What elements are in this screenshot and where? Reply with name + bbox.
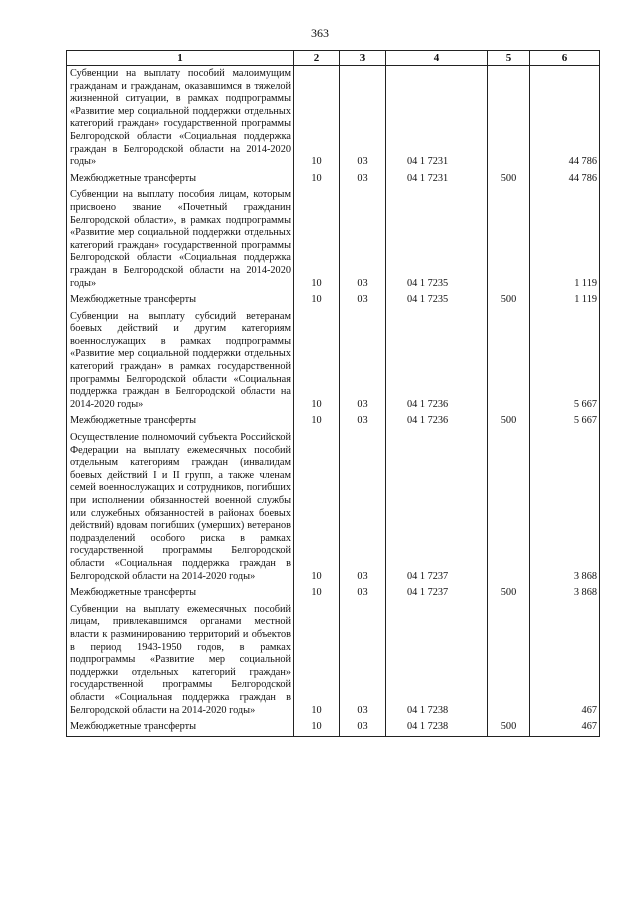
row-subsection-cell: 03 (340, 585, 386, 602)
row-target-article-cell: 04 1 7236 (386, 413, 488, 430)
row-amount-cell: 1 119 (530, 292, 600, 309)
row-section-cell: 10 (294, 430, 340, 585)
row-name-cell: Субвенции на выплату субсидий ветеранам боевых действий и другим категориям военнослужащих в рамках подпрограммы «Развитие мер социальной поддержки отдельных категорий граждан» в рамках государственной программы Белгородской области «Социальная поддержка граждан в Белгородской области на 2014-2020 годы» (67, 309, 294, 414)
row-expense-type-cell (488, 430, 530, 585)
table-row (67, 413, 600, 430)
row-name-cell: Межбюджетные трансферты (67, 292, 294, 309)
row-expense-type-cell: 500 (488, 171, 530, 188)
row-expense-type-cell (488, 602, 530, 719)
row-target-article-cell: 04 1 7235 (386, 292, 488, 309)
row-expense-type-cell: 500 (488, 292, 530, 309)
row-subsection-cell: 03 (340, 66, 386, 171)
table-row (67, 309, 600, 414)
row-target-article-cell: 04 1 7237 (386, 585, 488, 602)
row-subsection-cell: 03 (340, 719, 386, 736)
row-amount-cell: 44 786 (530, 171, 600, 188)
row-target-article-cell: 04 1 7231 (386, 171, 488, 188)
row-name-cell: Субвенции на выплату ежемесячных пособий лицам, привлекавшимся органами местной власти к разминированию территорий и объектов в период 1943-1950 годов, в рамках подпрограммы «Развитие мер социальной поддержки отдельных категорий граждан» государственной программы Белгородской области «Социальная поддержка граждан в Белгородской области на 2014-2020 годы» (67, 602, 294, 719)
table-row (67, 585, 600, 602)
row-section-cell: 10 (294, 309, 340, 414)
row-target-article-cell: 04 1 7238 (386, 602, 488, 719)
row-target-article-cell: 04 1 7235 (386, 187, 488, 292)
row-subsection-cell: 03 (340, 602, 386, 719)
row-amount-cell: 467 (530, 719, 600, 736)
row-target-article-cell: 04 1 7237 (386, 430, 488, 585)
row-name-cell: Субвенции на выплату пособий малоимущим гражданам и гражданам, оказавшимся в тяжелой жизненной ситуации, в рамках подпрограммы «Развитие мер социальной поддержки отдельных категорий граждан» государственной программы Белгородской области «Социальная поддержка граждан в Белгородской области на 2014-2020 годы» (67, 66, 294, 171)
row-section-cell: 10 (294, 187, 340, 292)
header-row (67, 51, 600, 66)
row-name-cell: Межбюджетные трансферты (67, 719, 294, 736)
row-name-cell: Межбюджетные трансферты (67, 585, 294, 602)
row-subsection-cell: 03 (340, 187, 386, 292)
row-name-cell: Межбюджетные трансферты (67, 413, 294, 430)
row-expense-type-cell (488, 309, 530, 414)
table-row (67, 187, 600, 292)
table-row (67, 602, 600, 719)
row-expense-type-cell (488, 66, 530, 171)
row-subsection-cell: 03 (340, 292, 386, 309)
row-expense-type-cell: 500 (488, 413, 530, 430)
row-subsection-cell: 03 (340, 171, 386, 188)
col-header-6: 6 (530, 51, 600, 66)
row-section-cell: 10 (294, 585, 340, 602)
row-section-cell: 10 (294, 602, 340, 719)
row-section-cell: 10 (294, 292, 340, 309)
row-amount-cell: 1 119 (530, 187, 600, 292)
row-amount-cell: 3 868 (530, 585, 600, 602)
table-row (67, 719, 600, 736)
col-header-4: 4 (386, 51, 488, 66)
row-amount-cell: 5 667 (530, 309, 600, 414)
table-row (67, 66, 600, 171)
row-target-article-cell: 04 1 7238 (386, 719, 488, 736)
row-expense-type-cell: 500 (488, 585, 530, 602)
row-target-article-cell: 04 1 7236 (386, 309, 488, 414)
row-amount-cell: 5 667 (530, 413, 600, 430)
col-header-1: 1 (67, 51, 294, 66)
row-target-article-cell: 04 1 7231 (386, 66, 488, 171)
page-number: 363 (311, 26, 329, 40)
row-subsection-cell: 03 (340, 309, 386, 414)
row-section-cell: 10 (294, 66, 340, 171)
row-name-cell: Осуществление полномочий субъекта Российской Федерации на выплату ежемесячных пособий отдельным категориям граждан (инвалидам боевых действий I и II групп, а также членам семей военнослужащих и сотрудников, погибших при исполнении обязанностей военной службы или служебных обязанностей в районах боевых действий) вдовам погибших (умерших) ветеранов подразделений особого риска в рамках государственной программы Белгородской области «Социальная поддержка граждан в Белгородской области на 2014-2020 годы» (67, 430, 294, 585)
row-expense-type-cell: 500 (488, 719, 530, 736)
budget-table (66, 50, 600, 737)
row-name-cell: Межбюджетные трансферты (67, 171, 294, 188)
table-row (67, 292, 600, 309)
table-row (67, 430, 600, 585)
row-amount-cell: 3 868 (530, 430, 600, 585)
row-section-cell: 10 (294, 719, 340, 736)
row-section-cell: 10 (294, 171, 340, 188)
row-subsection-cell: 03 (340, 430, 386, 585)
row-amount-cell: 44 786 (530, 66, 600, 171)
col-header-5: 5 (488, 51, 530, 66)
col-header-3: 3 (340, 51, 386, 66)
row-section-cell: 10 (294, 413, 340, 430)
table-row (67, 171, 600, 188)
row-expense-type-cell (488, 187, 530, 292)
row-subsection-cell: 03 (340, 413, 386, 430)
row-name-cell: Субвенции на выплату пособия лицам, которым присвоено звание «Почетный гражданин Белгородской области», в рамках подпрограммы «Развитие мер социальной поддержки отдельных категорий граждан» государственной программы Белгородской области «Социальная поддержка граждан в Белгородской области на 2014-2020 годы» (67, 187, 294, 292)
col-header-2: 2 (294, 51, 340, 66)
row-amount-cell: 467 (530, 602, 600, 719)
